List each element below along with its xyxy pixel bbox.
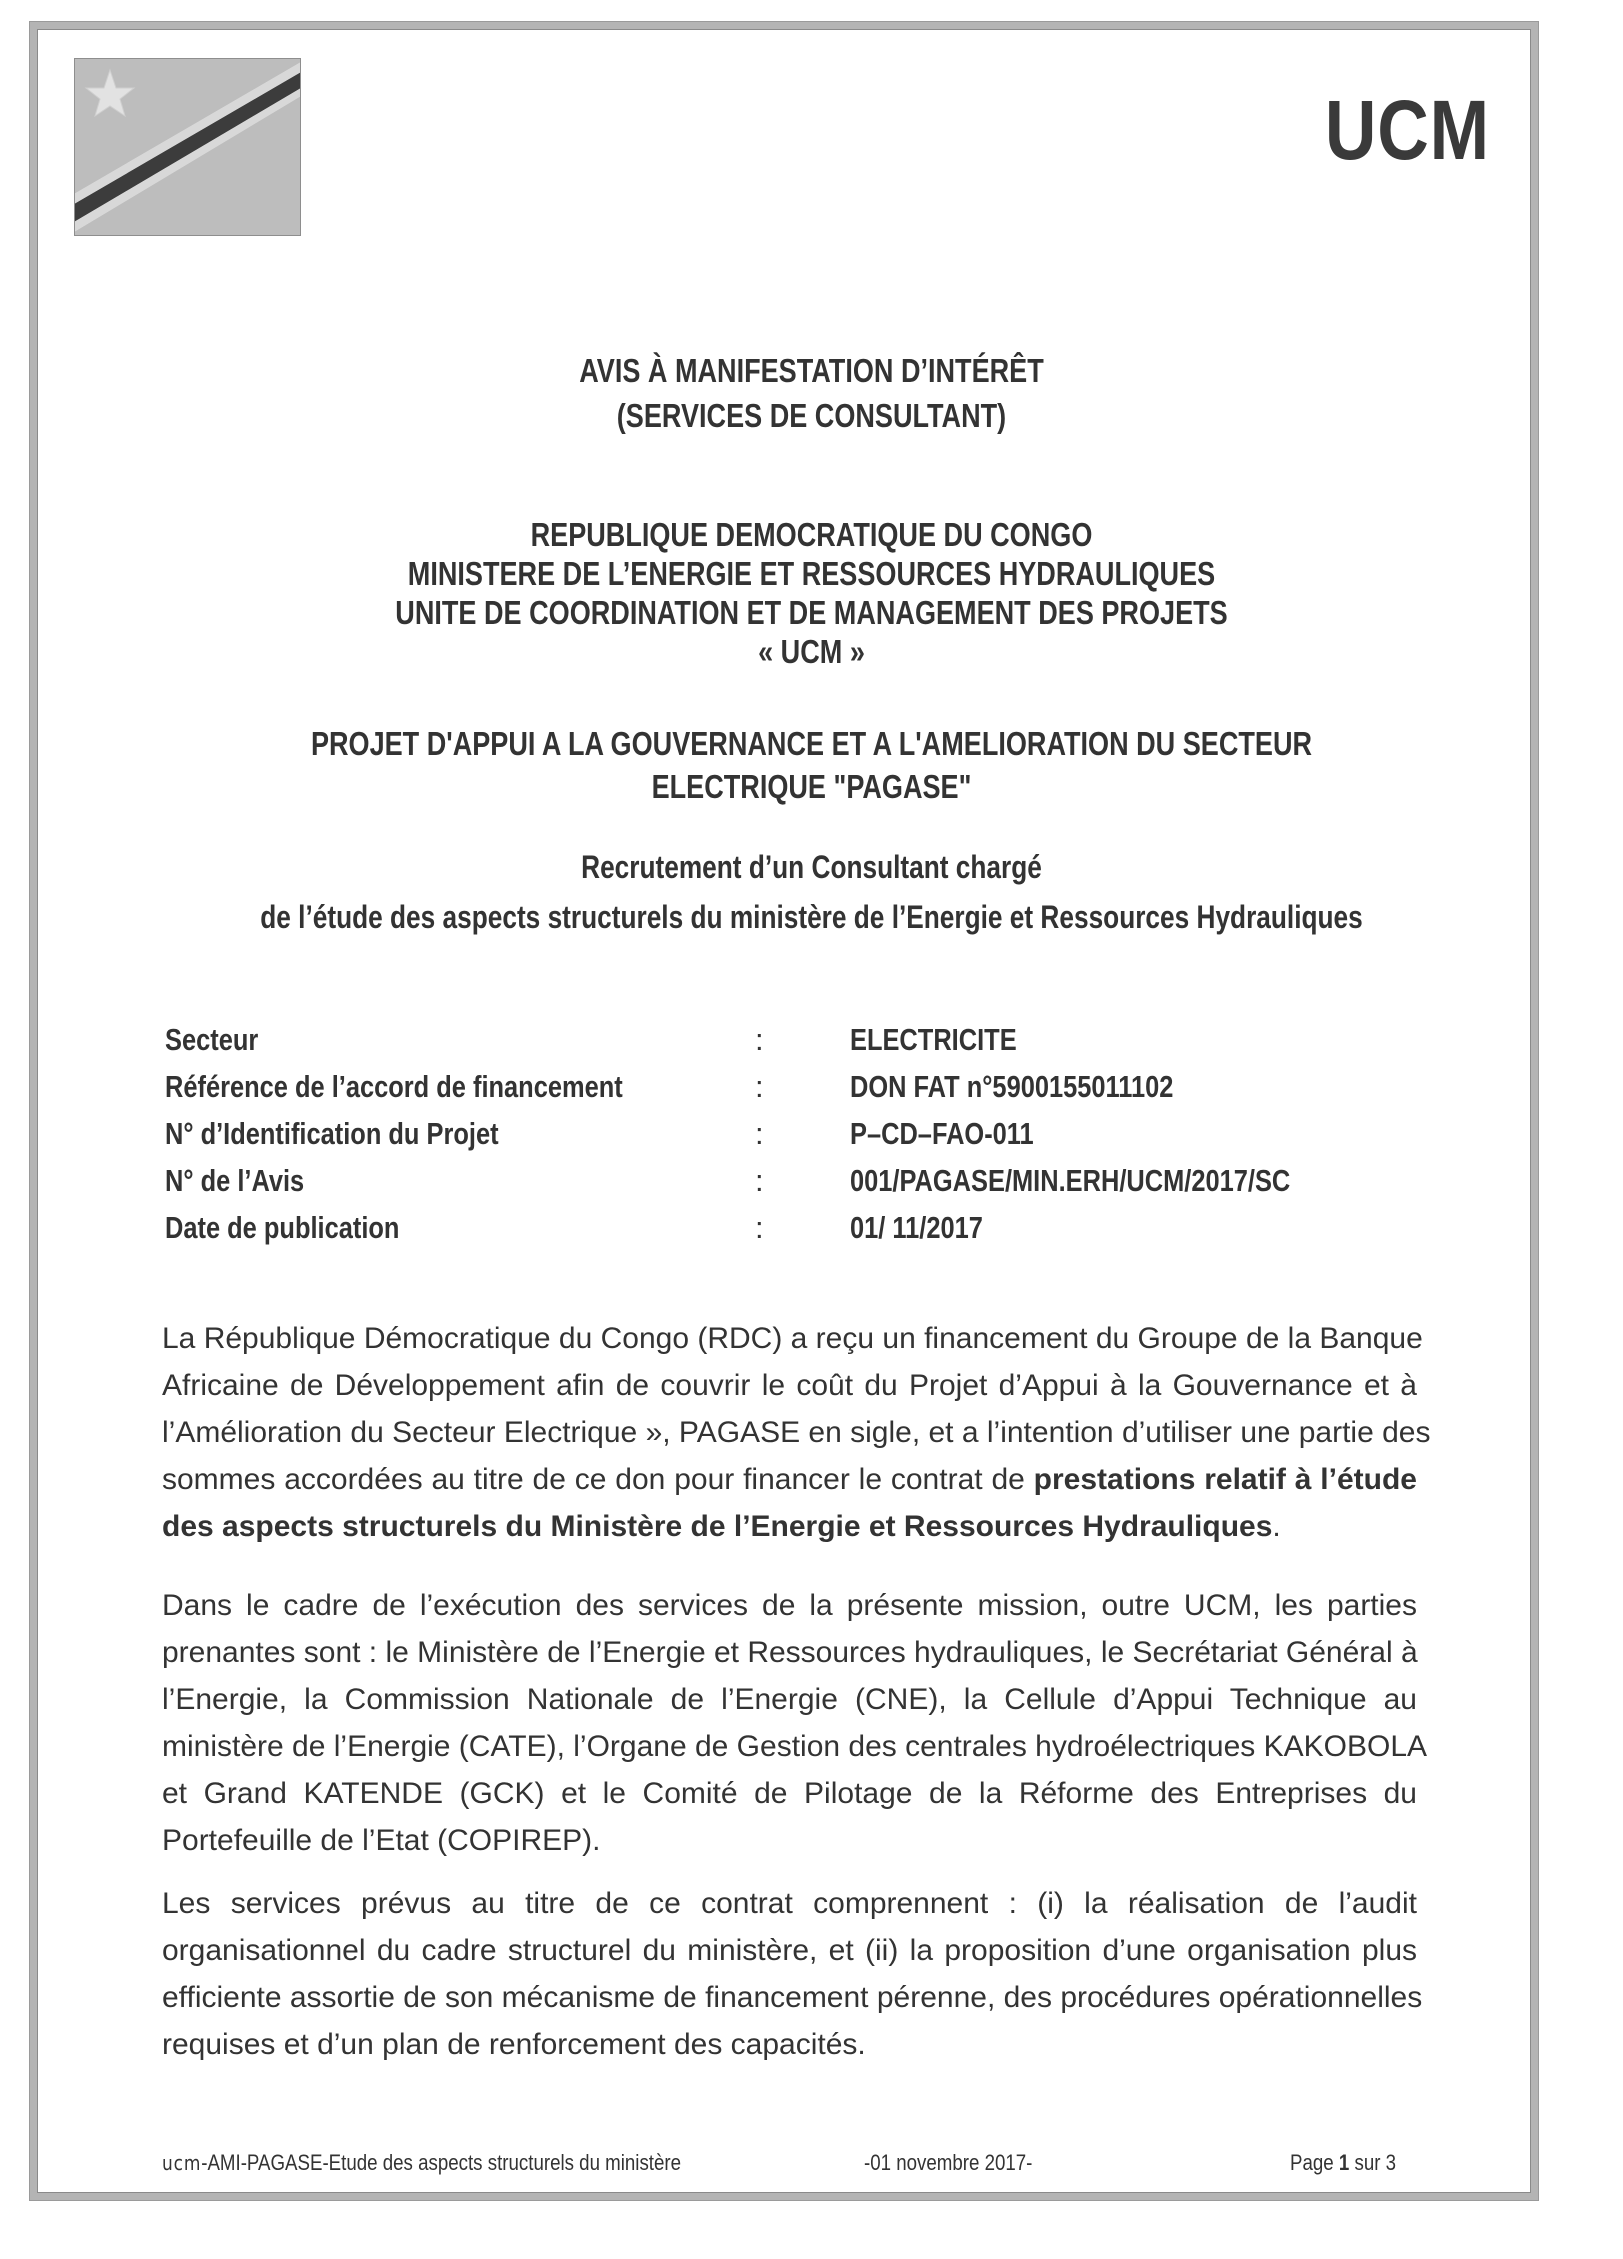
paragraph-line: et Grand KATENDE (GCK) et le Comité de Pilotage de la Réforme des Entreprises du — [162, 1777, 1417, 1810]
project-title — [0, 722, 1623, 808]
info-separator: : — [755, 1163, 764, 1198]
paragraph-text: . — [1272, 1510, 1281, 1543]
paragraph-emphasis: prestations relatif à l’étude — [1033, 1463, 1417, 1496]
footer-date: -01 novembre 2017- — [864, 2150, 1033, 2175]
paragraph-line: La République Démocratique du Congo (RDC) a reçu un financement du Groupe de la Banque — [162, 1322, 1423, 1355]
project-title-line-1: PROJET D'APPUI A LA GOUVERNANCE ET A L'AMELIORATION DU SECTEUR — [310, 725, 1313, 762]
info-value: 01/ 11/2017 — [850, 1210, 983, 1245]
paragraph-line: Dans le cadre de l’exécution des services de la présente mission, outre UCM, les parties — [162, 1589, 1417, 1622]
paragraph-line: l’Amélioration du Secteur Electrique », PAGASE en sigle, et a l’intention d’utiliser une partie des — [162, 1416, 1431, 1449]
info-value: P–CD–FAO-011 — [850, 1116, 1034, 1151]
recruitment-title-line-2: de l’étude des aspects structurels du ministère de l’Energie et Ressources Hydrauliques — [260, 899, 1363, 935]
paragraph-line: efficiente assortie de son mécanisme de financement pérenne, des procédures opérationnelles — [162, 1981, 1423, 2014]
page-number — [1290, 2150, 1396, 2176]
paragraph-line — [162, 1456, 1417, 1503]
footer-document-reference — [162, 2150, 681, 2176]
paragraph-line: l’Energie, la Commission Nationale de l’Energie (CNE), la Cellule d’Appui Technique au — [162, 1683, 1417, 1716]
footer-handwritten-mark: ucm — [162, 2151, 202, 2175]
paragraph-line: Les services prévus au titre de ce contrat comprennent : (i) la réalisation de l’audit — [162, 1887, 1417, 1920]
notice-type: AVIS À MANIFESTATION D’INTÉRÊT — [579, 352, 1044, 389]
info-label: Référence de l’accord de financement — [165, 1069, 623, 1104]
page-number-current: 1 — [1338, 2150, 1350, 2175]
footer-doc-ref: -AMI-PAGASE-Etude des aspects structurels du ministère — [201, 2150, 682, 2175]
recruitment-title-line-1: Recrutement d’un Consultant chargé — [581, 849, 1042, 885]
unit-name: UNITE DE COORDINATION ET DE MANAGEMENT DES PROJETS — [395, 594, 1228, 631]
paragraph-line: Portefeuille de l’Etat (COPIREP). — [162, 1824, 601, 1857]
info-row-project-id — [165, 1116, 1365, 1163]
paragraph-financing — [162, 1315, 1431, 1550]
info-label: N° de l’Avis — [165, 1163, 305, 1198]
drc-flag-icon — [74, 58, 301, 236]
paragraph-emphasis: des aspects structurels du Ministère de l’Energie et Ressources Hydrauliques — [162, 1510, 1273, 1543]
notice-title — [0, 348, 1623, 438]
info-separator: : — [755, 1069, 764, 1104]
paragraph-stakeholders — [162, 1582, 1428, 1864]
unit-acronym: « UCM » — [758, 633, 865, 670]
notice-subtype: (SERVICES DE CONSULTANT) — [616, 397, 1007, 434]
info-value: ELECTRICITE — [850, 1022, 1017, 1057]
info-label: N° d’Identification du Projet — [165, 1116, 499, 1151]
ucm-brand-logo: UCM — [1324, 83, 1490, 177]
notice-info-table — [165, 1022, 1365, 1257]
paragraph-line — [162, 1503, 1417, 1550]
info-row-sector — [165, 1022, 1365, 1069]
info-row-publication-date — [165, 1210, 1365, 1257]
recruitment-title — [0, 842, 1623, 942]
page-number-prefix: Page — [1290, 2150, 1339, 2175]
project-title-line-2: ELECTRIQUE "PAGASE" — [651, 768, 972, 805]
info-separator: : — [755, 1022, 764, 1057]
paragraph-line: prenantes sont : le Ministère de l’Energie et Ressources hydrauliques, le Secrétariat Général à — [162, 1636, 1418, 1669]
info-row-notice-number — [165, 1163, 1365, 1210]
info-label: Secteur — [165, 1022, 259, 1057]
paragraph-line: ministère de l’Energie (CATE), l’Organe de Gestion des centrales hydroélectriques KAKOBOLA — [162, 1730, 1428, 1763]
ministry-name: MINISTERE DE L’ENERGIE ET RESSOURCES HYDRAULIQUES — [407, 555, 1216, 592]
info-separator: : — [755, 1210, 764, 1245]
paragraph-line: requises et d’un plan de renforcement des capacités. — [162, 2028, 866, 2061]
info-row-financing-reference — [165, 1069, 1365, 1116]
paragraph-line: organisationnel du cadre structurel du ministère, et (ii) la proposition d’une organisation plus — [162, 1934, 1417, 1967]
page-number-total: 3 — [1385, 2150, 1397, 2175]
issuer-block — [0, 515, 1623, 671]
page-number-separator: sur — [1349, 2150, 1386, 2175]
info-value: DON FAT n°5900155011102 — [850, 1069, 1174, 1104]
info-label: Date de publication — [165, 1210, 400, 1245]
paragraph-services — [162, 1880, 1423, 2068]
paragraph-line: Africaine de Développement afin de couvrir le coût du Projet d’Appui à la Gouvernance et à — [162, 1369, 1417, 1402]
country-name: REPUBLIQUE DEMOCRATIQUE DU CONGO — [530, 516, 1093, 553]
info-separator: : — [755, 1116, 764, 1151]
info-value: 001/PAGASE/MIN.ERH/UCM/2017/SC — [850, 1163, 1291, 1198]
paragraph-text: sommes accordées au titre de ce don pour financer le contrat de — [162, 1463, 1034, 1496]
